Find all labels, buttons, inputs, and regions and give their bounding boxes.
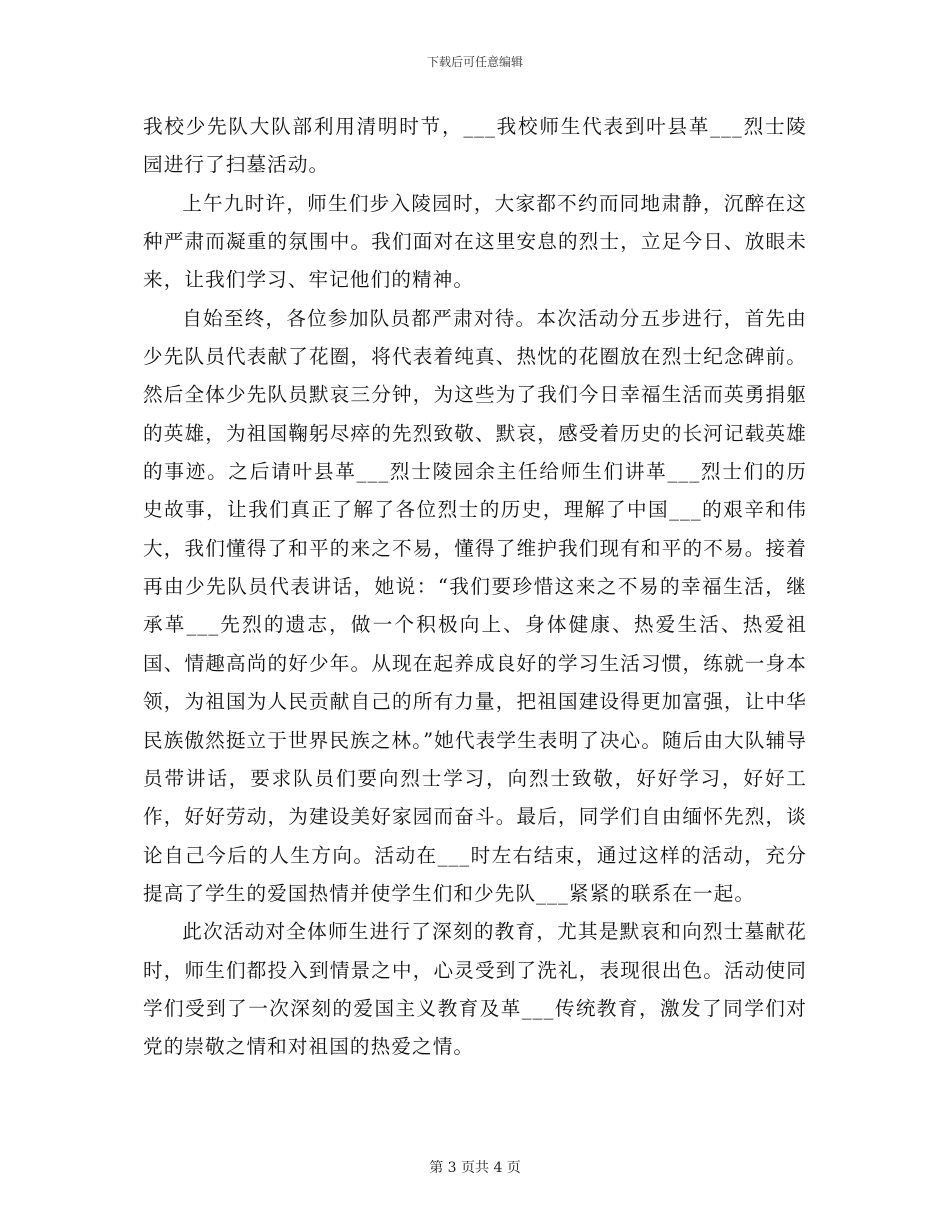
paragraph-intro: 我校少先队大队部利用清明时节，___我校师生代表到叶县革___烈士陵园进行了扫墓活动。: [143, 115, 807, 177]
document-body: [143, 108, 807, 1067]
paragraph-arrival: 上午九时许，师生们步入陵园时，大家都不约而同地肃静，沉醉在这种严肃而凝重的氛围中。我们面对在这里安息的烈士，立足今日、放眼未来，让我们学习、牢记他们的精神。: [143, 191, 807, 292]
paragraph-conclusion: 此次活动对全体师生进行了深刻的教育，尤其是默哀和向烈士墓献花时，师生们都投入到情景之中，心灵受到了洗礼，表现很出色。活动使同学们受到了一次深刻的爱国主义教育及革___传统教育，激发了同学们对党的崇敬之情和对祖国的热爱之情。: [143, 920, 807, 1059]
page-number-footer: 第 3 页共 4 页: [429, 1160, 521, 1176]
paragraph-activity: 自始至终，各位参加队员都严肃对待。本次活动分五步进行，首先由少先队员代表献了花圈，将代表着纯真、热忱的花圈放在烈士纪念碑前。然后全体少先队员默哀三分钟，为这些为了我们今日幸福生活而英勇捐躯的英雄，为祖国鞠躬尽瘁的先烈致敬、默哀，感受着历史的长河记载英雄的事迹。之后请叶县革___烈士陵园余主任给师生们讲革___烈士们的历史故事，让我们真正了解了各位烈士的历史，理解了中国___的艰辛和伟大，我们懂得了和平的来之不易，懂得了维护我们现有和平的不易。接着再由少先队员代表讲话，她说：“我们要珍惜这来之不易的幸福生活，继承革___先烈的遗志，做一个积极向上、身体健康、热爱生活、热爱祖国、情趣高尚的好少年。从现在起养成良好的学习生活习惯，练就一身本领，为祖国为人民贡献自己的所有力量，把祖国建设得更加富强，让中华民族傲然挺立于世界民族之林。”她代表学生表明了决心。随后由大队辅导员带讲话，要求队员们要向烈士学习，向烈士致敬，好好学习，好好工作，好好劳动，为建设美好家园而奋斗。最后，同学们自由缅怀先烈，谈论自己今后的人生方向。活动在___时左右结束，通过这样的活动，充分提高了学生的爱国热情并使学生们和少先队___紧紧的联系在一起。: [143, 306, 807, 905]
page-header: 下载后可任意编辑: [426, 55, 523, 69]
